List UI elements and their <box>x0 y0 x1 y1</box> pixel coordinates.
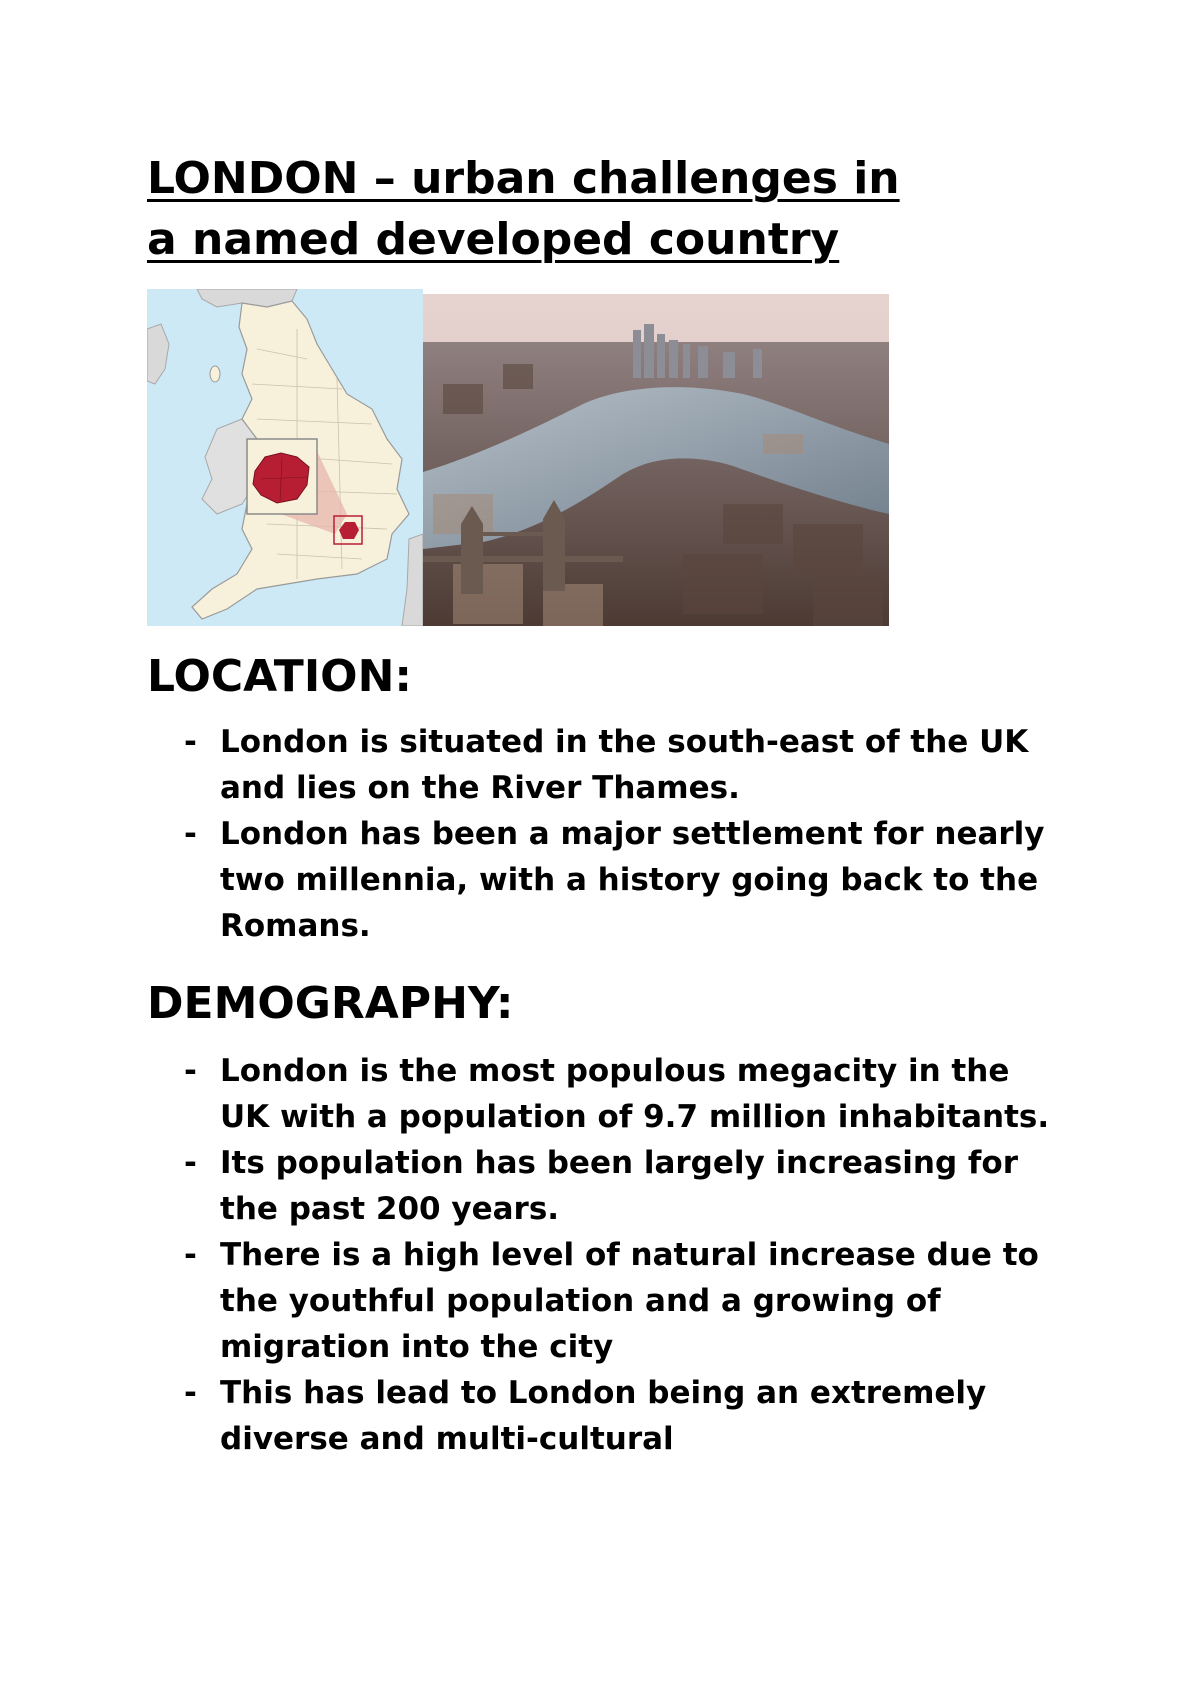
title-line-2: a named developed country <box>147 214 840 265</box>
location-section <box>147 650 1047 949</box>
location-list <box>147 719 1047 949</box>
bullet-dash: - <box>184 816 197 852</box>
section-heading: DEMOGRAPHY: <box>147 978 514 1029</box>
list-item-text: This has lead to London being an extremely diverse and multi-cultural <box>220 1375 987 1457</box>
list-item-text: London is the most populous megacity in the UK with a population of 9.7 million inhabitants. <box>220 1053 1050 1135</box>
list-item <box>147 1370 1055 1462</box>
list-item <box>147 1048 1055 1140</box>
bullet-dash: - <box>184 1145 197 1181</box>
bullet-dash: - <box>184 1375 197 1411</box>
list-item-text: Its population has been largely increasing for the past 200 years. <box>220 1145 1019 1227</box>
demography-section <box>147 977 1050 1462</box>
list-item <box>147 1232 1055 1370</box>
figure-row <box>147 289 889 626</box>
list-item <box>147 1140 1055 1232</box>
bullet-dash: - <box>184 1053 197 1089</box>
london-aerial-photo <box>423 294 889 626</box>
bullet-dash: - <box>184 724 197 760</box>
list-item <box>147 719 1055 811</box>
title-line-1: LONDON – urban challenges in <box>147 153 900 204</box>
document-title <box>147 148 1047 270</box>
list-item <box>147 811 1055 949</box>
list-item-text: There is a high level of natural increase due to the youthful population and a growing of migration into the city <box>220 1237 1039 1365</box>
list-item-text: London has been a major settlement for nearly two millennia, with a history going back to the Romans. <box>220 816 1045 944</box>
bullet-dash: - <box>184 1237 197 1273</box>
section-heading: LOCATION: <box>147 651 413 702</box>
england-locator-map <box>147 289 423 626</box>
list-item-text: London is situated in the south-east of the UK and lies on the River Thames. <box>220 724 1029 806</box>
demography-list <box>147 1048 1050 1462</box>
